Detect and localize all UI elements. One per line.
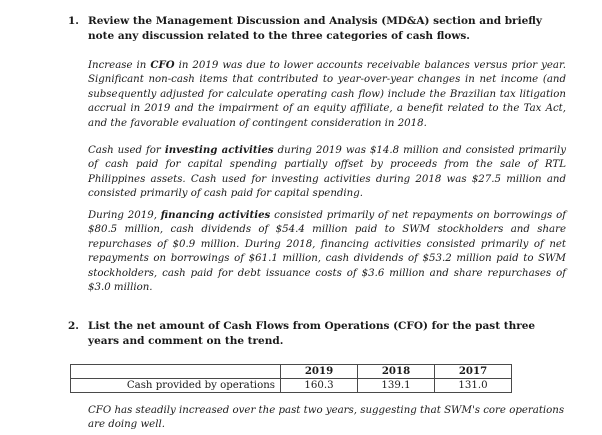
cash-flow-table xyxy=(70,364,512,393)
list-item-2 xyxy=(68,319,568,348)
answer-financing-activities xyxy=(88,208,566,295)
answer-financing-rest: consisted primarily of net repayments on borrowings of $80.5 million, cash dividends of $54.4 million paid to SWM stockholders and share repurchases of $0.9 million. During 2018, financing activities consisted primarily of net repayments on borrowings of $61.1 million, cash dividends of $53.2 million paid to SWM stockholders, cash paid for debt issuance costs of $3.6 million and share repurchases of $3.0 million. xyxy=(88,210,567,294)
answer-investing-rest: during 2019 was $14.8 million and consisted primarily of cash paid for capital spending partially offset by proceeds from the sale of RTL Philippines assets. Cash used for investing activities during 2018 was $27.5 million and consisted primarily of cash paid for capital spending. xyxy=(88,145,566,200)
list-marker-1: 1. xyxy=(68,15,79,27)
table-header-2018: 2018 xyxy=(358,365,435,379)
table-row xyxy=(71,379,512,393)
answer-operating-activities xyxy=(88,58,566,131)
table-header-2019: 2019 xyxy=(281,365,358,379)
answer-investing-activities xyxy=(88,143,566,202)
list-marker-2: 2. xyxy=(68,320,79,332)
answer-financing-lead: During 2019, xyxy=(88,210,161,221)
table-cell-2017: 131.0 xyxy=(435,379,512,393)
answer-investing-emphasis: investing activities xyxy=(164,144,274,156)
table-row-label: Cash provided by operations xyxy=(71,379,281,393)
question-1-text: Review the Management Discussion and Analysis (MD&A) section and briefly note any discussion related to the three categories of cash flows. xyxy=(88,15,542,42)
answer-operating-rest: in 2019 was due to lower accounts receivable balances versus prior year. Significant non-cash items that contributed to year-over-year changes in net income (and subsequently adjusted for calculate operating cash flow) include the Brazilian tax litigation accrual in 2019 and the impairment of an equity affiliate, a benefit related to the Tax Act, and the favorable evaluation of contingent consideration in 2018. xyxy=(88,60,566,129)
table-header-row xyxy=(71,365,512,379)
answer-investing-lead: Cash used for xyxy=(88,145,165,156)
cfo-table-container xyxy=(70,364,512,393)
question-2-text: List the net amount of Cash Flows from Operations (CFO) for the past three years and comment on the trend. xyxy=(88,320,536,347)
table-header-2017: 2017 xyxy=(435,365,512,379)
answer-operating-lead: Increase in xyxy=(88,60,151,71)
table-corner-cell xyxy=(71,365,281,379)
table-cell-2018: 139.1 xyxy=(358,379,435,393)
answer-operating-emphasis: CFO xyxy=(150,59,175,71)
table-cell-2019: 160.3 xyxy=(281,379,358,393)
answer-financing-emphasis: financing activities xyxy=(160,209,271,221)
answer-trend-comment: CFO has steadily increased over the past two years, suggesting that SWM's core operations are doing well. xyxy=(88,405,565,431)
list-item-1 xyxy=(68,14,568,43)
